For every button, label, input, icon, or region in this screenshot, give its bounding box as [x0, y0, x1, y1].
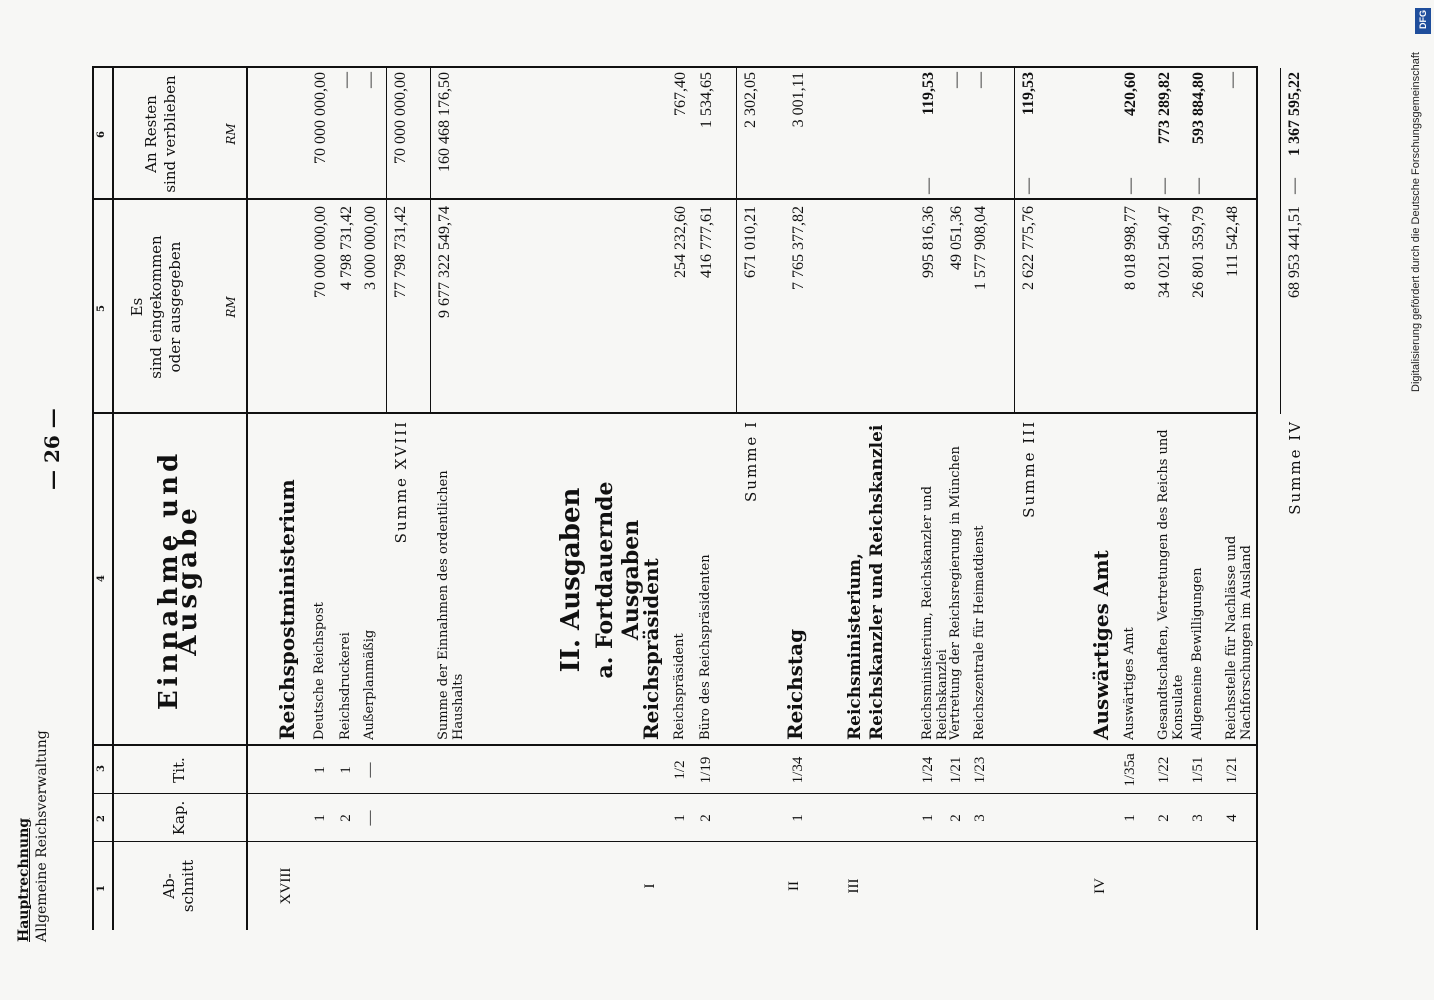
row-resten: 119,53	[1020, 72, 1037, 116]
row-kap: 1	[920, 814, 936, 822]
row-kap: 2	[698, 814, 714, 822]
sum-rule	[430, 68, 431, 414]
row-label: Reichszentrale für Heimatdienst	[972, 525, 987, 740]
row-resten: —	[338, 72, 355, 88]
row-heading: Reichspostministerium	[275, 479, 299, 740]
row-kap: 1	[312, 814, 328, 822]
row-resten-sign: —	[1286, 178, 1303, 194]
page-number: — 26 —	[40, 408, 64, 490]
credit-strip	[1410, 0, 1434, 1000]
row-eingekommen: 2 622 775,76	[1020, 206, 1037, 290]
header-kap: Kap.	[170, 800, 188, 836]
row-tit: 1/21	[948, 756, 964, 784]
row-kap: 3	[1190, 814, 1206, 822]
row-tit: 1/23	[972, 756, 988, 784]
row-tit: 1/2	[672, 760, 688, 780]
row-resten: 773 289,82	[1156, 72, 1173, 144]
row-eingekommen: 68 953 441,51	[1286, 206, 1303, 298]
row-tit: 1	[312, 766, 328, 774]
row-resten: 1 534,65	[698, 72, 715, 128]
colnum-6: 6	[96, 131, 107, 138]
row-resten: —	[972, 72, 989, 88]
row-eingekommen: 7 765 377,82	[790, 206, 807, 290]
row-label: Summe der Einnahmen des ordentlichen Haushalts	[436, 470, 466, 740]
row-resten: 160 468 176,50	[436, 72, 453, 172]
row-abschnitt: III	[846, 878, 862, 894]
dfg-logo: DFG	[1415, 8, 1431, 34]
sum-rule	[736, 68, 737, 414]
row-resten: 1 367 595,22	[1286, 72, 1303, 156]
row-eingekommen: 8 018 998,77	[1122, 206, 1139, 290]
table-header-rule	[112, 66, 114, 930]
row-resten-sign: —	[1156, 178, 1173, 194]
section-title: II. Ausgaben	[556, 487, 586, 673]
row-sum-label: Summe III	[1020, 420, 1038, 518]
header-abschnitt: Ab- schnitt	[160, 859, 197, 913]
row-kap: 1	[1122, 814, 1138, 822]
row-tit: 1	[338, 766, 354, 774]
row-kap: 2	[338, 814, 354, 822]
table-top-rule	[92, 66, 94, 930]
header-einnahme-ausgabe: Einnahme und Ausgabe	[154, 449, 203, 711]
row-eingekommen: 77 798 731,42	[392, 206, 409, 298]
row-kap: —	[362, 810, 378, 826]
row-label: Außerplanmäßig	[362, 629, 377, 740]
row-tit: 1/51	[1190, 756, 1206, 784]
row-eingekommen: 671 010,21	[742, 206, 759, 278]
row-eingekommen: 49 051,36	[948, 206, 965, 270]
row-tit: —	[362, 762, 378, 778]
credit-text: Digitalisierung gefördert durch die Deutsche Forschungsgemeinschaft	[1410, 52, 1422, 392]
table-bottom-rule	[1256, 66, 1258, 930]
row-label: Deutsche Reichspost	[312, 602, 327, 740]
row-eingekommen: 995 816,36	[920, 206, 937, 278]
row-kap: 2	[1156, 814, 1172, 822]
row-label: Auswärtiges Amt	[1122, 627, 1137, 740]
row-kap: 4	[1224, 814, 1240, 822]
row-tit: 1/24	[920, 756, 936, 784]
summe-column	[0, 0, 1434, 70]
row-tit: 1/21	[1224, 756, 1240, 784]
row-heading: Auswärtiges Amt	[1089, 550, 1113, 740]
col-divider-4	[92, 412, 1256, 414]
row-resten: 70 000 000,00	[392, 72, 409, 164]
row-tit: 1/35a	[1122, 753, 1138, 787]
row-resten: 420,60	[1122, 72, 1139, 116]
row-kap: 3	[972, 814, 988, 822]
row-eingekommen: 4 798 731,42	[338, 206, 355, 290]
row-kap: 1	[672, 814, 688, 822]
row-resten: 2 302,05	[742, 72, 759, 128]
row-abschnitt: IV	[1092, 878, 1108, 894]
row-resten-sign: —	[1122, 178, 1139, 194]
row-resten-sign: —	[1190, 178, 1207, 194]
col-divider-1	[92, 841, 1256, 842]
row-heading: Reichspräsident	[639, 558, 663, 740]
table-body-rule	[246, 66, 248, 930]
sum-rule	[386, 68, 387, 414]
row-abschnitt: XVIII	[278, 867, 294, 905]
row-heading: Reichsministerium, Reichskanzler und Reichskanzlei	[845, 424, 887, 740]
row-resten: 593 884,80	[1190, 72, 1207, 144]
row-label: Büro des Reichspräsidenten	[698, 554, 713, 740]
row-resten: —	[948, 72, 965, 88]
header-eingekommen: Es sind eingekommen oder ausgegeben	[128, 235, 184, 379]
row-sum-label: Summe IV	[1286, 420, 1304, 515]
colnum-1: 1	[96, 885, 107, 892]
header-tit: Tit.	[170, 757, 188, 783]
col-divider-2	[92, 793, 1256, 794]
row-sum-label: Summe XVIII	[392, 420, 410, 544]
row-tit: 1/22	[1156, 756, 1172, 784]
header-title: Hauptrechnung	[16, 817, 32, 942]
header-subtitle: Allgemeine Reichsverwaltung	[34, 730, 50, 942]
row-abschnitt: II	[786, 881, 802, 891]
row-resten-sign: —	[920, 178, 937, 194]
row-resten: —	[362, 72, 379, 88]
row-label: Reichsministerium, Reichskanzler und Reichskanzlei	[920, 486, 950, 740]
header-unit-5: RM	[224, 296, 238, 318]
row-resten: —	[1224, 72, 1241, 88]
row-abschnitt: I	[642, 883, 658, 889]
col-divider-3	[92, 744, 1256, 746]
row-tit: 1/19	[698, 756, 714, 784]
row-resten: 767,40	[672, 72, 689, 116]
colnum-5: 5	[96, 305, 107, 312]
row-resten: 3 001,11	[790, 72, 807, 128]
row-kap: 2	[948, 814, 964, 822]
row-eingekommen: 1 577 908,04	[972, 206, 989, 290]
section-subtitle: a. Fortdauernde Ausgaben	[592, 481, 644, 679]
row-eingekommen: 70 000 000,00	[312, 206, 329, 298]
row-eingekommen: 34 021 540,47	[1156, 206, 1173, 298]
row-eingekommen: 416 777,61	[698, 206, 715, 278]
header-unit-6: RM	[224, 123, 238, 145]
colnum-3: 3	[96, 765, 107, 772]
row-eingekommen: 9 677 322 549,74	[436, 206, 453, 318]
row-sum-label: Summe I	[742, 420, 760, 502]
colnum-4: 4	[96, 575, 107, 582]
row-label: Reichspräsident	[672, 633, 687, 740]
row-eingekommen: 3 000 000,00	[362, 206, 379, 290]
row-label: Vertretung der Reichsregierung in München	[948, 446, 963, 740]
row-label: Allgemeine Bewilligungen	[1190, 567, 1205, 740]
row-label: Reichsdruckerei	[338, 632, 353, 740]
row-eingekommen: 26 801 359,79	[1190, 206, 1207, 298]
col-divider-5	[92, 198, 1256, 200]
header-resten: An Resten sind verblieben	[142, 75, 179, 193]
row-resten-sign: —	[1020, 178, 1037, 194]
row-label: Gesandtschaften, Vertretungen des Reichs und Konsulate	[1156, 429, 1186, 740]
row-label: Reichsstelle für Nachlässe und Nachforschungen im Ausland	[1224, 535, 1254, 740]
sum-rule	[1014, 68, 1015, 414]
row-kap: 1	[790, 814, 806, 822]
row-resten: 70 000 000,00	[312, 72, 329, 164]
row-tit: 1/34	[790, 756, 806, 784]
row-eingekommen: 254 232,60	[672, 206, 689, 278]
sum-rule	[1280, 68, 1281, 414]
row-heading: Reichstag	[783, 628, 807, 740]
row-resten: 119,53	[920, 72, 937, 116]
colnum-2: 2	[96, 815, 107, 822]
row-eingekommen: 111 542,48	[1224, 206, 1241, 277]
